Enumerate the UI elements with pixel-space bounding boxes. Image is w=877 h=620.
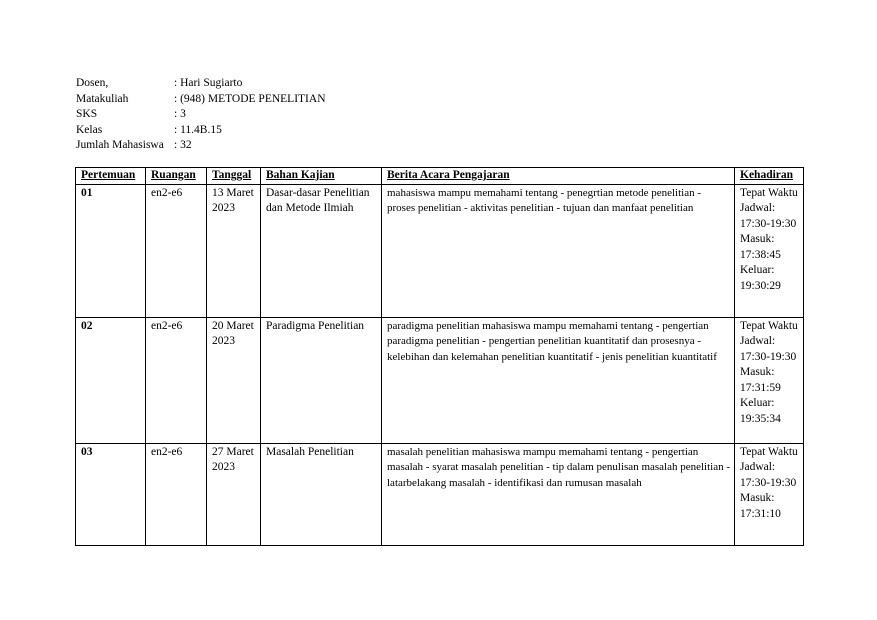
info-value: : 3 <box>174 108 186 120</box>
info-value: : 11.4B.15 <box>174 123 222 136</box>
cell-bahan-kajian: Paradigma Penelitian <box>261 317 382 443</box>
info-label: Kelas <box>76 123 103 136</box>
table-row <box>76 317 804 443</box>
info-row-dosen <box>76 76 326 92</box>
info-label: Dosen, <box>76 77 109 89</box>
cell-tanggal: 20 Maret 2023 <box>207 317 261 443</box>
info-row-matakuliah <box>76 92 326 108</box>
cell-pertemuan: 01 <box>76 184 146 317</box>
kehadiran-masuk: Masuk: 17:31:10 <box>740 492 781 520</box>
info-row-kelas <box>76 123 326 139</box>
cell-bahan-kajian: Masalah Penelitian <box>261 443 382 545</box>
cell-pertemuan: 02 <box>76 317 146 443</box>
kehadiran-jadwal: Jadwal: 17:30-19:30 <box>740 202 797 230</box>
cell-berita-acara: masalah penelitian mahasiswa mampu memahami tentang - pengertian masalah - syarat masalah penelitian - tip dalam penulisan masalah penelitian - latarbelakang masalah - identifikasi dan rumusan masalah <box>382 443 735 545</box>
header-bahan-kajian: Bahan Kajian <box>261 168 382 185</box>
info-label: Matakuliah <box>76 92 129 105</box>
info-row-sks <box>76 107 326 123</box>
kehadiran-keluar: Keluar: 19:30:29 <box>740 264 781 292</box>
header-kehadiran: Kehadiran <box>735 168 804 185</box>
cell-kehadiran <box>735 443 804 545</box>
cell-bahan-kajian: Dasar-dasar Penelitian dan Metode Ilmiah <box>261 184 382 317</box>
cell-pertemuan: 03 <box>76 443 146 545</box>
table-row <box>76 443 804 545</box>
kehadiran-jadwal: Jadwal: 17:30-19:30 <box>740 335 797 363</box>
header-pertemuan: Pertemuan <box>76 168 146 185</box>
kehadiran-keluar: Keluar: 19:35:34 <box>740 397 781 425</box>
info-value: : (948) METODE PENELITIAN <box>174 92 326 105</box>
course-info <box>76 76 326 154</box>
info-value: : 32 <box>174 139 192 151</box>
kehadiran-status: Tepat Waktu <box>740 445 798 458</box>
cell-kehadiran <box>735 317 804 443</box>
cell-ruangan: en2-e6 <box>146 443 207 545</box>
cell-ruangan: en2-e6 <box>146 317 207 443</box>
cell-ruangan: en2-e6 <box>146 184 207 317</box>
info-row-jumlah-mahasiswa <box>76 138 326 154</box>
cell-tanggal: 13 Maret 2023 <box>207 184 261 317</box>
header-berita-acara: Berita Acara Pengajaran <box>382 168 735 185</box>
table-row <box>76 184 804 317</box>
info-label: Jumlah Mahasiswa <box>76 139 164 151</box>
table-header-row <box>76 168 804 185</box>
info-label: SKS <box>76 108 98 120</box>
kehadiran-status: Tepat Waktu <box>740 186 798 199</box>
info-value: : Hari Sugiarto <box>174 77 243 89</box>
attendance-report-table <box>75 167 804 546</box>
header-ruangan: Ruangan <box>146 168 207 185</box>
header-tanggal: Tanggal <box>207 168 261 185</box>
kehadiran-jadwal: Jadwal: 17:30-19:30 <box>740 461 797 489</box>
kehadiran-status: Tepat Waktu <box>740 319 798 332</box>
cell-berita-acara: mahasiswa mampu memahami tentang - penegrtian metode penelitian - proses penelitian - aktivitas penelitian - tujuan dan manfaat penelitian <box>382 184 735 317</box>
kehadiran-masuk: Masuk: 17:38:45 <box>740 233 781 261</box>
cell-kehadiran <box>735 184 804 317</box>
kehadiran-masuk: Masuk: 17:31:59 <box>740 366 781 394</box>
cell-tanggal: 27 Maret 2023 <box>207 443 261 545</box>
cell-berita-acara: paradigma penelitian mahasiswa mampu memahami tentang - pengertian paradigma penelitian - pengertian penelitian kuantitatif dan prosesnya - kelebihan dan kelemahan penelitian kuantitatif - jenis penelitian kuantitatif <box>382 317 735 443</box>
